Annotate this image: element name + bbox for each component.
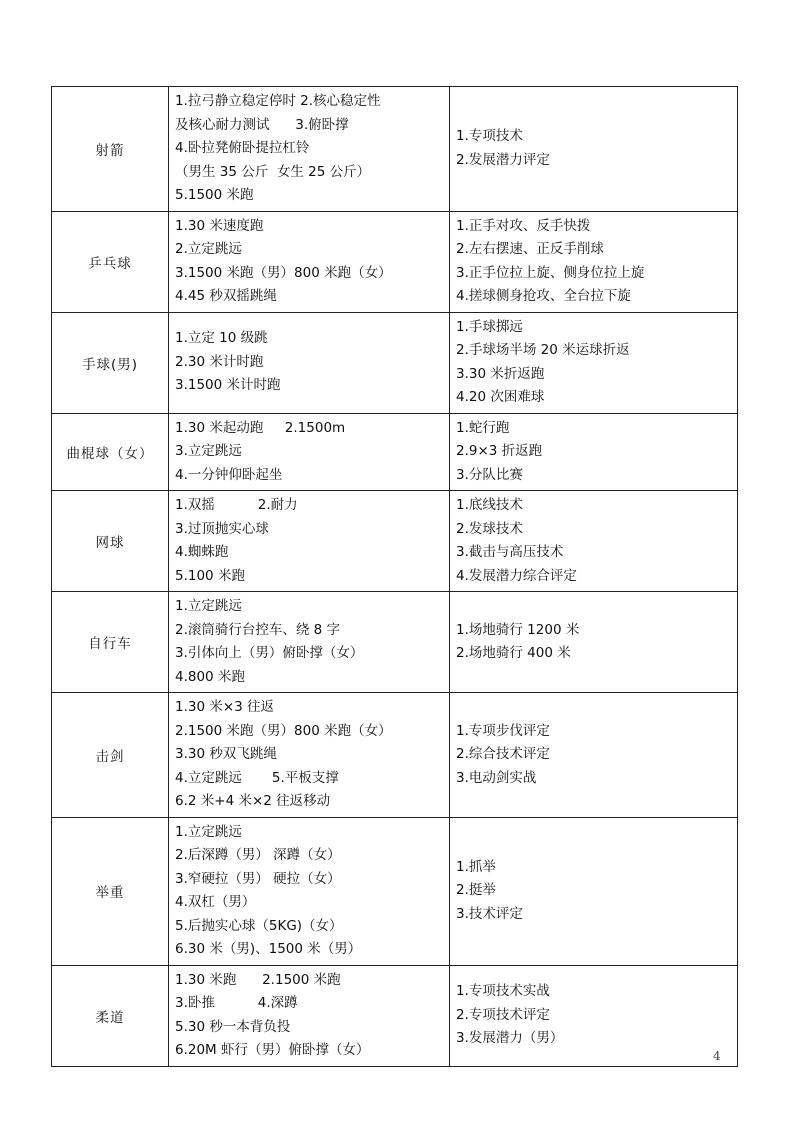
physical-test-item: 4.一分钟仰卧起坐 xyxy=(175,466,283,483)
physical-test-item: 3.过顶抛实心球 xyxy=(175,520,269,537)
table-row xyxy=(52,413,738,491)
table-row xyxy=(52,312,738,413)
physical-tests-cell xyxy=(169,87,450,212)
table-row xyxy=(52,693,738,818)
physical-test-item: 3.1500 米计时跑 xyxy=(175,377,281,394)
technical-test-item: 2.专项技术评定 xyxy=(456,1006,550,1023)
physical-test-item: 2.滚筒骑行台控车、绕 8 字 xyxy=(175,621,341,638)
technical-test-item: 3.分队比赛 xyxy=(456,466,523,483)
technical-test-item: 2.综合技术评定 xyxy=(456,746,550,762)
technical-test-item: 1.底线技术 xyxy=(456,497,523,513)
technical-test-item: 2.场地骑行 400 米 xyxy=(456,645,571,661)
sport-name-cell: 射箭 xyxy=(52,87,169,212)
table-row xyxy=(52,817,738,965)
technical-tests-cell xyxy=(450,312,738,413)
technical-tests-cell xyxy=(450,211,738,312)
physical-test-item: 1.立定跳远 xyxy=(175,823,242,840)
physical-test-item: 2.30 米计时跑 xyxy=(175,353,264,370)
technical-test-item: 3.30 米折返跑 xyxy=(456,365,545,382)
physical-test-item: 5.1500 米跑 xyxy=(175,187,254,203)
physical-tests-cell xyxy=(169,211,450,312)
technical-test-item: 3.截击与高压技术 xyxy=(456,544,564,560)
sport-name-cell: 乒乓球 xyxy=(52,211,169,312)
physical-test-item: 4.蜘蛛跑 xyxy=(175,544,229,560)
sport-name-cell: 击剑 xyxy=(52,693,169,818)
physical-tests-cell xyxy=(169,312,450,413)
physical-test-item: 1.立定跳远 xyxy=(175,598,242,614)
technical-tests-cell xyxy=(450,87,738,212)
physical-test-item: 5.30 秒一本背负投 xyxy=(175,1018,291,1035)
physical-test-item: 及核心耐力测试 3.俯卧撑 xyxy=(175,116,349,133)
physical-test-item: 1.30 米跑 2.1500 米跑 xyxy=(175,971,341,988)
physical-test-item: 5.后抛实心球（5KG)（女） xyxy=(175,917,343,934)
technical-test-item: 1.场地骑行 1200 米 xyxy=(456,621,580,638)
physical-test-item: 1.30 米起动跑 2.1500m xyxy=(175,419,346,436)
technical-tests-cell xyxy=(450,965,738,1066)
physical-test-item: 4.卧拉凳俯卧提拉杠铃 xyxy=(175,140,310,156)
technical-tests-cell xyxy=(450,413,738,491)
technical-test-item: 2.9×3 折返跑 xyxy=(456,443,543,459)
physical-tests-cell xyxy=(169,965,450,1066)
physical-tests-cell xyxy=(169,592,450,693)
physical-test-item: 6.20M 虾行（男）俯卧撑（女） xyxy=(175,1042,370,1058)
technical-test-item: 3.电动剑实战 xyxy=(456,769,537,786)
technical-test-item: 3.技术评定 xyxy=(456,905,523,922)
technical-test-item: 1.手球掷远 xyxy=(456,318,523,335)
table-row xyxy=(52,592,738,693)
physical-test-item: 3.立定跳远 xyxy=(175,443,242,459)
physical-tests-cell xyxy=(169,491,450,592)
technical-tests-cell xyxy=(450,693,738,818)
physical-test-item: 5.100 米跑 xyxy=(175,567,245,584)
physical-test-item: 2.立定跳远 xyxy=(175,241,242,257)
physical-test-item: 2.后深蹲（男） 深蹲（女） xyxy=(175,847,341,863)
technical-test-item: 4.20 次困难球 xyxy=(456,389,545,405)
physical-test-item: 2.1500 米跑（男）800 米跑（女） xyxy=(175,722,392,739)
technical-tests-cell xyxy=(450,491,738,592)
physical-test-item: 1.立定 10 级跳 xyxy=(175,330,268,347)
sport-name-cell: 举重 xyxy=(52,817,169,965)
technical-test-item: 1.正手对攻、反手快拨 xyxy=(456,217,591,234)
sport-name-cell: 柔道 xyxy=(52,965,169,1066)
sport-name-cell: 手球(男) xyxy=(52,312,169,413)
physical-test-item: 3.卧推 4.深蹲 xyxy=(175,995,298,1011)
technical-test-item: 2.手球场半场 20 米运球折返 xyxy=(456,342,630,358)
technical-test-item: 3.发展潜力（男） xyxy=(456,1030,564,1047)
physical-test-item: 4.双杠（男） xyxy=(175,894,256,910)
sport-name-cell: 自行车 xyxy=(52,592,169,693)
physical-test-item: 1.30 米×3 往返 xyxy=(175,699,275,715)
table-row xyxy=(52,87,738,212)
sport-name-cell: 网球 xyxy=(52,491,169,592)
technical-test-item: 1.专项技术 xyxy=(456,128,523,145)
technical-test-item: 3.正手位拉上旋、侧身位拉上旋 xyxy=(456,264,645,281)
table-row xyxy=(52,491,738,592)
physical-test-item: 4.800 米跑 xyxy=(175,668,245,685)
technical-test-item: 1.蛇行跑 xyxy=(456,419,510,436)
physical-test-item: （男生 35 公斤 女生 25 公斤） xyxy=(175,163,371,180)
physical-test-item: 4.立定跳远 5.平板支撑 xyxy=(175,769,339,786)
sports-test-table xyxy=(51,86,738,1067)
sport-name-cell: 曲棍球（女） xyxy=(52,413,169,491)
technical-test-item: 2.左右摆速、正反手削球 xyxy=(456,241,604,257)
technical-test-item: 1.专项步伐评定 xyxy=(456,722,550,739)
physical-test-item: 3.引体向上（男）俯卧撑（女） xyxy=(175,645,364,661)
technical-test-item: 1.抓举 xyxy=(456,858,496,875)
technical-test-item: 1.专项技术实战 xyxy=(456,983,550,1000)
physical-tests-cell xyxy=(169,413,450,491)
physical-test-item: 6.2 米+4 米×2 往返移动 xyxy=(175,793,331,809)
technical-test-item: 2.挺举 xyxy=(456,882,496,899)
physical-test-item: 3.1500 米跑（男）800 米跑（女） xyxy=(175,264,392,281)
technical-tests-cell xyxy=(450,592,738,693)
table-row xyxy=(52,211,738,312)
technical-tests-cell xyxy=(450,817,738,965)
technical-test-item: 2.发球技术 xyxy=(456,520,523,537)
physical-test-item: 1.30 米速度跑 xyxy=(175,217,264,234)
physical-test-item: 4.45 秒双摇跳绳 xyxy=(175,288,277,304)
physical-test-item: 1.双摇 2.耐力 xyxy=(175,497,298,513)
table-body xyxy=(52,87,738,1067)
physical-test-item: 3.窄硬拉（男） 硬拉（女） xyxy=(175,870,341,887)
physical-test-item: 1.拉弓静立稳定停时 2.核心稳定性 xyxy=(175,93,381,109)
technical-test-item: 2.发展潜力评定 xyxy=(456,151,550,168)
page-number: 4 xyxy=(713,1049,721,1063)
technical-test-item: 4.发展潜力综合评定 xyxy=(456,567,577,584)
table-row xyxy=(52,965,738,1066)
physical-tests-cell xyxy=(169,693,450,818)
physical-test-item: 6.30 米（男)、1500 米（男） xyxy=(175,941,362,957)
physical-test-item: 3.30 秒双飞跳绳 xyxy=(175,746,277,762)
technical-test-item: 4.搓球侧身抢攻、全台拉下旋 xyxy=(456,288,631,304)
physical-tests-cell xyxy=(169,817,450,965)
